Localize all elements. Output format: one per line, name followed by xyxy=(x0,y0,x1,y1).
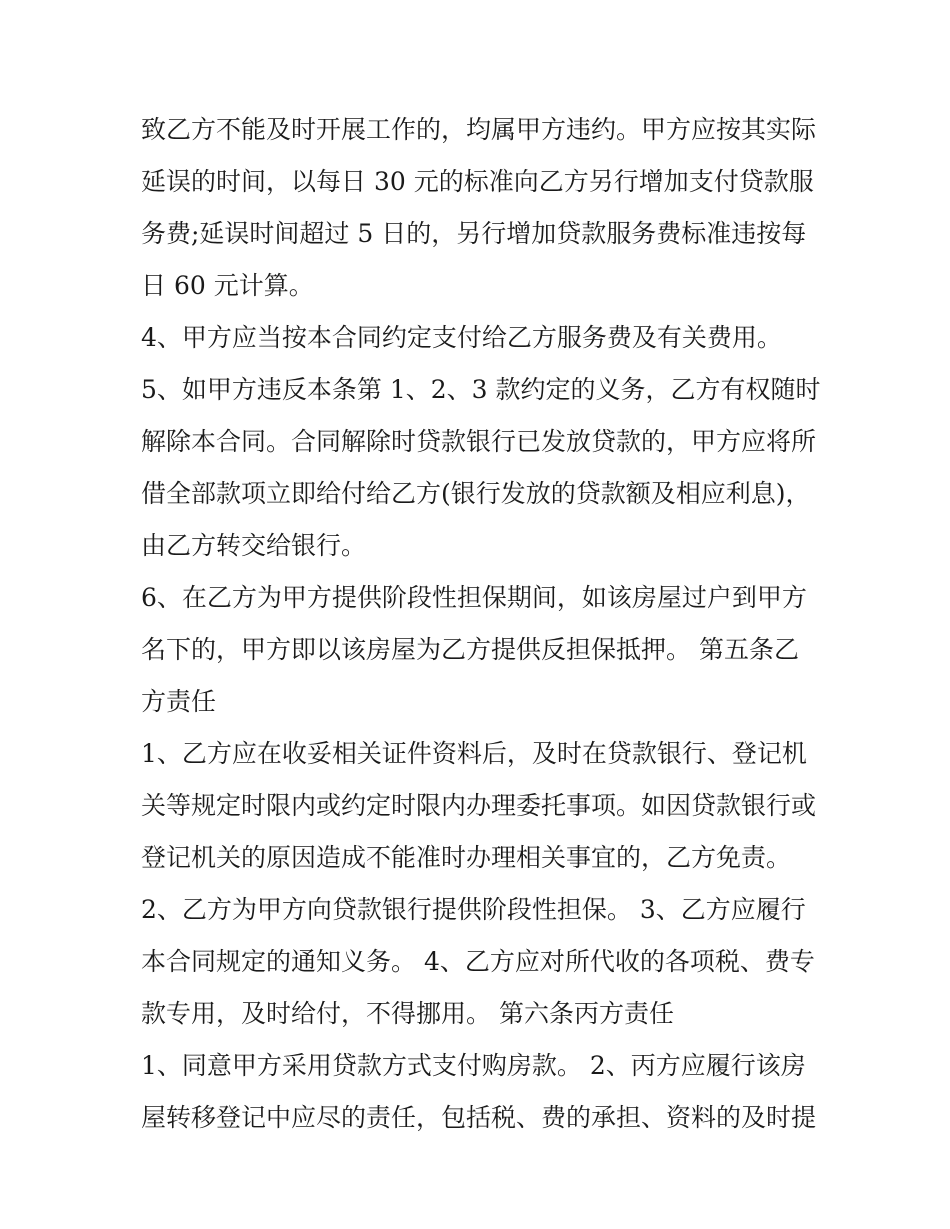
text-line: 关等规定时限内或约定时限内办理委托事项。如因贷款银行或 xyxy=(141,791,817,820)
text-line: 1、同意甲方采用贷款方式支付购房款。 2、丙方应履行该房 xyxy=(141,1051,806,1080)
text-line: 由乙方转交给银行。 xyxy=(141,531,367,560)
text-line: 5、如甲方违反本条第 1、2、3 款约定的义务，乙方有权随时 xyxy=(141,375,821,404)
text-line: 务费;延误时间超过 5 日的，另行增加贷款服务费标准违按每 xyxy=(141,219,807,248)
text-line: 延误的时间，以每日 30 元的标准向乙方另行增加支付贷款服 xyxy=(141,167,814,196)
text-line: 2、乙方为甲方向贷款银行提供阶段性担保。 3、乙方应履行 xyxy=(141,895,806,924)
text-line: 4、甲方应当按本合同约定支付给乙方服务费及有关费用。 xyxy=(141,323,782,352)
text-line: 致乙方不能及时开展工作的，均属甲方违约。甲方应按其实际 xyxy=(141,115,817,144)
text-line: 名下的，甲方即以该房屋为乙方提供反担保抵押。 第五条乙 xyxy=(141,635,799,664)
text-line: 日 60 元计算。 xyxy=(141,271,314,300)
text-line: 款专用，及时给付，不得挪用。 第六条丙方责任 xyxy=(141,999,674,1028)
text-line: 1、乙方应在收妥相关证件资料后，及时在贷款银行、登记机 xyxy=(141,739,807,768)
text-line: 解除本合同。合同解除时贷款银行已发放贷款的，甲方应将所 xyxy=(141,427,817,456)
text-line: 方责任 xyxy=(141,687,217,716)
text-line: 6、在乙方为甲方提供阶段性担保期间，如该房屋过户到甲方 xyxy=(141,583,807,612)
text-line: 借全部款项立即给付给乙方(银行发放的贷款额及相应利息)， xyxy=(141,479,811,508)
text-line: 屋转移登记中应尽的责任，包括税、费的承担、资料的及时提 xyxy=(141,1103,817,1132)
document-body xyxy=(141,104,821,1144)
text-line: 登记机关的原因造成不能准时办理相关事宜的，乙方免责。 xyxy=(141,843,792,872)
text-line: 本合同规定的通知义务。 4、乙方应对所代收的各项税、费专 xyxy=(141,947,815,976)
